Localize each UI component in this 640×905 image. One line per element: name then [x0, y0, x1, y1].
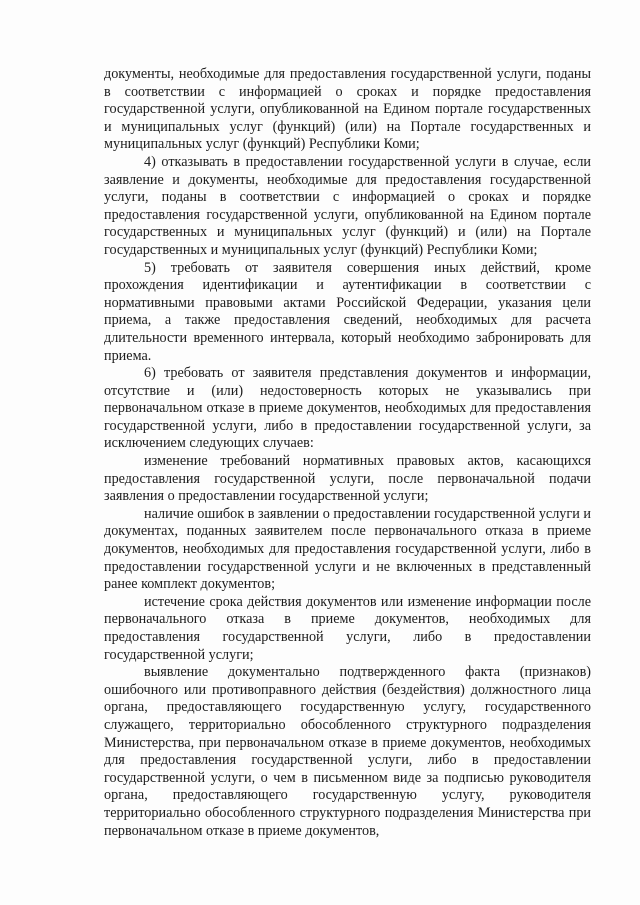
paragraph-case-requirements-change: изменение требований нормативных правовых актов, касающихся предоставления государственной услуги, после первоначальной подачи заявления о предоставлении государственной услуги;: [104, 453, 591, 505]
paragraph-case-errors: наличие ошибок в заявлении о предоставлении государственной услуги и документах, поданных заявителем после первоначального отказа в приеме документов, необходимых для предоставления государственной услуги, либо в предоставлении государственной услуги и не включенных в представленный ранее комплект документов;: [104, 505, 591, 593]
paragraph-item-5: 5) требовать от заявителя совершения иных действий, кроме прохождения идентификации и аутентификации в соответствии с нормативными правовыми актами Российской Федерации, указания цели приема, а также предоставления сведений, необходимых для расчета длительности временного интервала, который необходимо забронировать для приема.: [104, 259, 591, 364]
paragraph-case-expiry: истечение срока действия документов или изменение информации после первоначального отказа в приеме документов, необходимых для предоставления государственной услуги, либо в предоставлении государственной услуги;: [104, 593, 591, 663]
paragraph-continuation: документы, необходимые для предоставления государственной услуги, поданы в соответствии с информацией о сроках и порядке предоставления государственной услуги, опубликованной на Едином портале государственных и муниципальных услуг (функций) (или) на Портале государственных и муниципальных услуг (функций) Республики Коми;: [104, 66, 591, 153]
paragraph-item-6: 6) требовать от заявителя представления документов и информации, отсутствие и (или) недостоверность которых не указывались при первоначальном отказе в приеме документов, необходимых для предоставления государственной услуги, либо в предоставлении государственной услуги, за исключением следующих случаев:: [104, 365, 591, 452]
document-body: [104, 66, 591, 840]
paragraph-item-4: 4) отказывать в предоставлении государственной услуги в случае, если заявление и документы, необходимые для предоставления государственной услуги, поданы в соответствии с информацией о сроках и порядке предоставления государственной услуги, опубликованной на Едином портале государственных и муниципальных услуг (функций) и (или) на Портале государственных и муниципальных услуг (функций) Республики Коми;: [104, 153, 591, 258]
paragraph-case-misconduct: выявление документально подтвержденного факта (признаков) ошибочного или противоправного действия (бездействия) должностного лица органа, предоставляющего государственную услугу, государственного служащего, территориально обособленного структурного подразделения Министерства, при первоначальном отказе в приеме документов, необходимых для предоставления государственной услуги, либо в предоставлении государственной услуги, о чем в письменном виде за подписью руководителя органа, предоставляющего государственную услугу, руководителя территориально обособленного структурного подразделения Министерства при первоначальном отказе в приеме документов,: [104, 664, 591, 839]
